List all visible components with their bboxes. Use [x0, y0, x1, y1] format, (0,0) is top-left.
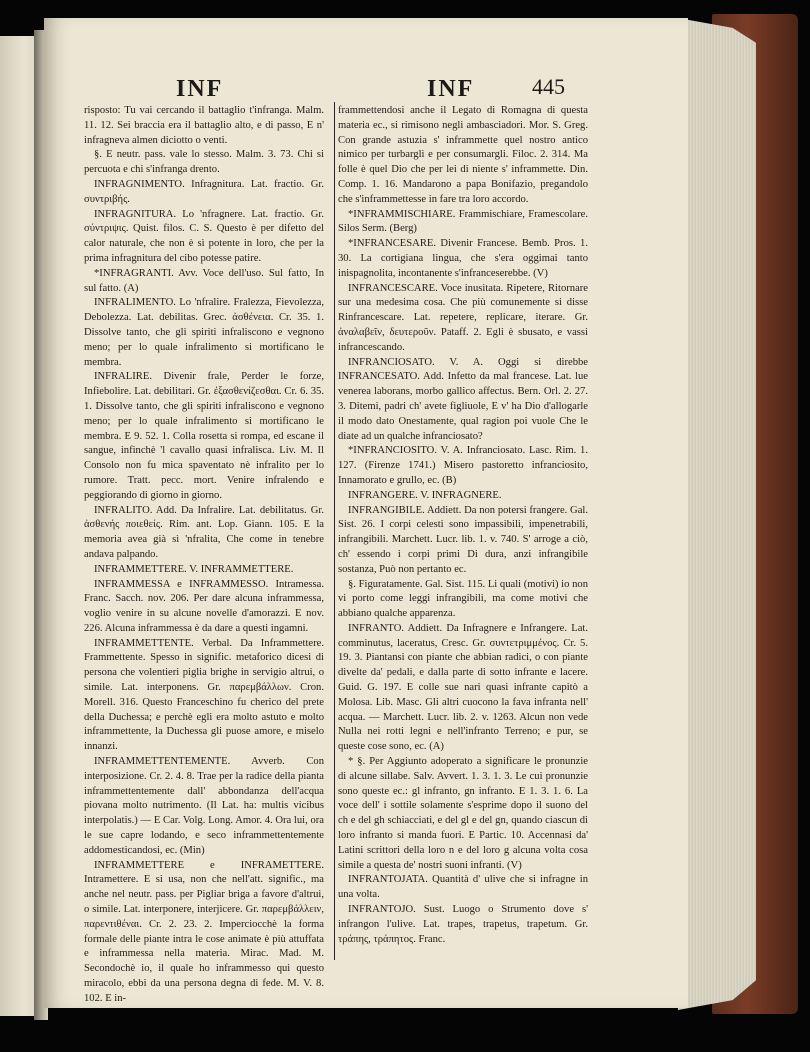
entry-paragraph: INFRALITO. Add. Da Infralire. Lat. debilitatus. Gr. ἀσθενής ποιεθείς. Rim. ant. Lop. Giann. 105. E la memoria avea già sì 'nfralita, Che come in tenebre andava palpando.	[84, 504, 324, 560]
entry-paragraph: INFRAGNITURA. Lo 'nfragnere. Lat. fractio. Gr. σύντριψις. Quist. filos. C. S. Questo è per difetto del calor naturale, che non è sì potente in loro, che per la prima infragnitura del cibo potesse patire.	[84, 208, 324, 264]
entry-paragraph: INFRANGERE. V. INFRAGNERE.	[348, 489, 502, 501]
entry-paragraph: INFRALIMENTO. Lo 'nfralire. Fralezza, Fievolezza, Debolezza. Lat. debilitas. Grec. ἀσθένεια. Cr. 35. 1. Dissolve tanto, che gli spiriti infraliscono e vegnono meno; per lo quale infralimento si mortificano le membra.	[84, 297, 324, 368]
entry-paragraph: INFRANCIOSATO. V. A. Oggi si direbbe INFRANCESATO. Add. Infetto da mal francese. Lat. lue venerea laborans, morbo gallico affectus. Bern. Orl. 2. 27. 3. Ditemi, padri ch' avete figliuole, E v' ha Dio d'allogarle il modo dato Onestamente, qual ragion poi vuole Che le diate ad un qualche infranciosato?	[338, 356, 588, 442]
entry-paragraph: INFRANCESCARE. Voce inusitata. Ripetere, Ritornare sur una medesima cosa. Che più comunemente si disse Rinfrancescare. Lat. repetere, replicare, iterare. Gr. ἀναλαβεῖν, δευτεροῦν. Pataff. 2. Egli è sbusato, e vassi infrancescando.	[338, 282, 588, 353]
entry-paragraph: *INFRANCESARE. Divenir Francese. Bemb. Pros. 1. 30. La cortigiana lingua, che s'era oggimai tanto inispagnolita, incontanente s'infranceserebbe. (V)	[338, 238, 588, 279]
entry-paragraph: risposto: Tu vai cercando il battaglio t'infranga. Malm. 11. 12. Sei braccia era il battaglio alto, e di passo, E n' infragneva almen diciotto o venti.	[84, 105, 324, 146]
entry-paragraph: INFRAMMESSA e INFRAMMESSO. Intramessa. Franc. Sacch. nov. 206. Per dare alcuna inframmessa, voglio venire in su alcune novelle d'amorazzi. E nov. 226. Alcuna inframmessa è da dare a questi ingamni.	[84, 578, 324, 634]
entry-paragraph: INFRANTO. Addiett. Da Infragnere e Infrangere. Lat. comminutus, laceratus, Cresc. Gr. συντετριμμένος. Cr. 5. 19. 3. Piantansi con piante che abbian radici, o con piante divelte da' pedali, e dalla parte di sotto infrante e lacere. Guid. G. 197. E colle sue nari quasi infrante capitò a Molosa. Lib. Masc. Gli altri cuocono la fava infranta nell' acqua. — Marchett. Lucr. lib. 2. v. 1263. Alcun non vede Nulla nei rotti legni e nell'infranto Terreno; e pur, se queste cose sono, ec. (A)	[338, 622, 588, 753]
entry-paragraph: INFRANTOJO. Sust. Luogo o Strumento dove s' infrangon l'ulive. Lat. trapes, trapetus, trapetum. Gr. τράπης, τράπητος. Franc.	[338, 904, 588, 945]
entry-paragraph: *INFRAMMISCHIARE. Frammischiare, Framescolare. Silos Serm. (Berg)	[338, 208, 588, 235]
entry-paragraph: INFRAMMETTENTE. Verbal. Da Inframmettere. Frammettente. Spesso in signific. metaforico dicesi di persona che volentieri piglia brighe in servigio altrui, o simile. Lat. interponens. Gr. παρεμβάλλων. Cron. Morell. 316. Questo Franceschino fu cherico del prete della Duchessa; e perchè egli era molto astuto e molto inframmettente, la Duchessa gli puose amore, e miselo innanzi.	[84, 637, 324, 753]
entry-paragraph: INFRANGIBILE. Addiett. Da non potersi frangere. Gal. Sist. 26. I corpi celesti sono impassibili, impenetrabili, infrangibili. Marchett. Lucr. lib. 1. v. 740. S' arroge a ciò, ch' essendo i corpi primi Di dura, anzi infrangibile sostanza, Può non pertanto ec.	[338, 504, 588, 575]
entry-paragraph: INFRAMMETTERE. V. INFRAMMETTERE.	[94, 563, 294, 575]
column-divider	[334, 102, 335, 960]
page-number: 445	[532, 74, 565, 99]
page-edge-stack	[678, 18, 756, 1010]
entry-paragraph: INFRAMMETTENTEMENTE. Avverb. Con interposizione. Cr. 2. 4. 8. Trae per la radice della pianta inframmettentemente dall' abbondanza dell'acqua piovana molto nutrimento. (Il Lat. ha: multis vicibus interpolatis.) — E Car. Volg. Long. Amor. 4. Ora lui, ora le sue capre lodando, e seco inframmettentemente addomesticandosi, ec. (Min)	[84, 756, 324, 856]
entry-paragraph: §. E neutr. pass. vale lo stesso. Malm. 3. 73. Chi si percuota e chi s'infranga drento.	[84, 149, 324, 176]
entry-paragraph: INFRAGNIMENTO. Infragnitura. Lat. fractio. Gr. συντριβής.	[84, 178, 324, 205]
left-column	[84, 104, 324, 1007]
entry-paragraph: §. Figuratamente. Gal. Sist. 115. Li quali (motivi) io non vi porto come leggi infrangibili, ma come motivi che abbiano qualche apparenza.	[338, 578, 588, 620]
entry-paragraph: *INFRAGRANTI. Avv. Voce dell'uso. Sul fatto, In sul fatto. (A)	[84, 267, 324, 294]
running-head-left: INF	[176, 76, 224, 102]
entry-paragraph: INFRANTOJATA. Quantità d' ulive che si infragne in una volta.	[338, 874, 588, 901]
entry-paragraph: INFRALIRE. Divenir frale, Perder le forze, Infiebolire. Lat. debilitari. Gr. ἐξασθενίζεσθαι. Cr. 6. 35. 1. Dissolve tanto, che gli spiriti infraliscono e vegnono meno; per lo quale infralimento si mortificano le membra. E 9. 52. 1. Colla rosetta si rompa, ed escane il sangue, infinchè 'l cavallo quasi infralisca. Liv. M. Il Consolo non fu mica spaventato nè infralito per lo rumore. Tratt. pecc. mort. Venire infralendo e peggiorando di giorno in giorno.	[84, 371, 324, 501]
entry-paragraph: * §. Per Aggiunto adoperato a significare le pronunzie di alcune sillabe. Salv. Avvert. 1. 3. 1. 3. Le cui pronunzie sono queste ec.: gl infranto, gn infranto. E 1. 3. 1. 6. La voce dell' i sottile solamente s'esprime dopo il suono del ch e del gh schiacciati, e del gl e del gn, quando ciascun di loro infranto si manda fuori. E Partic. 10. Accennasi da' Latini scrittori della loro n e del loro g alcuna volta cosa simile a questa de' nostri suoni infranti. (V)	[338, 756, 588, 871]
right-column	[338, 104, 588, 947]
entry-paragraph: frammettendosi anche il Legato di Romagna di questa materia ec., si rimisono negli ambasciadori. Mor. S. Greg. Con grande astuzia s' inframmette quel nostro antico nimico per turbargli e per consumargli. Filoc. 2. 314. Ma folle è quel Dio che per lei di niente s' inframmette. Din. Comp. 1. 16. Mandarono a papa Bonifazio, pregandolo che s'inframmettesse in fare tra loro accordo.	[338, 105, 588, 205]
entry-paragraph: *INFRANCIOSITO. V. A. Infranciosato. Lasc. Rim. 1. 127. (Firenze 1741.) Misero pastoretto infranciosito, Innamorato e grullo, ec. (B)	[338, 445, 588, 486]
running-head-right: INF	[427, 76, 475, 102]
entry-paragraph: INFRAMMETTERE e INFRAMETTERE. Intramettere. E si usa, non che nell'att. signific., ma anche nel neutr. pass. per Pigliar briga a favore d'altrui, o simile. Lat. interponere, interjicere. Gr. παρεμβάλλειν, παρεντιθέναι. Cr. 2. 23. 2. Imperciocchè la forma formale delle piante intra le cose animate è più attuffata e inframmessa nella materia. Mirac. Mad. M. Secondochè io, il quale ho inframmesso qui questo miracolo, ebbi da una persona degna di fede. M. V. 8. 102. E in-	[84, 859, 324, 1004]
